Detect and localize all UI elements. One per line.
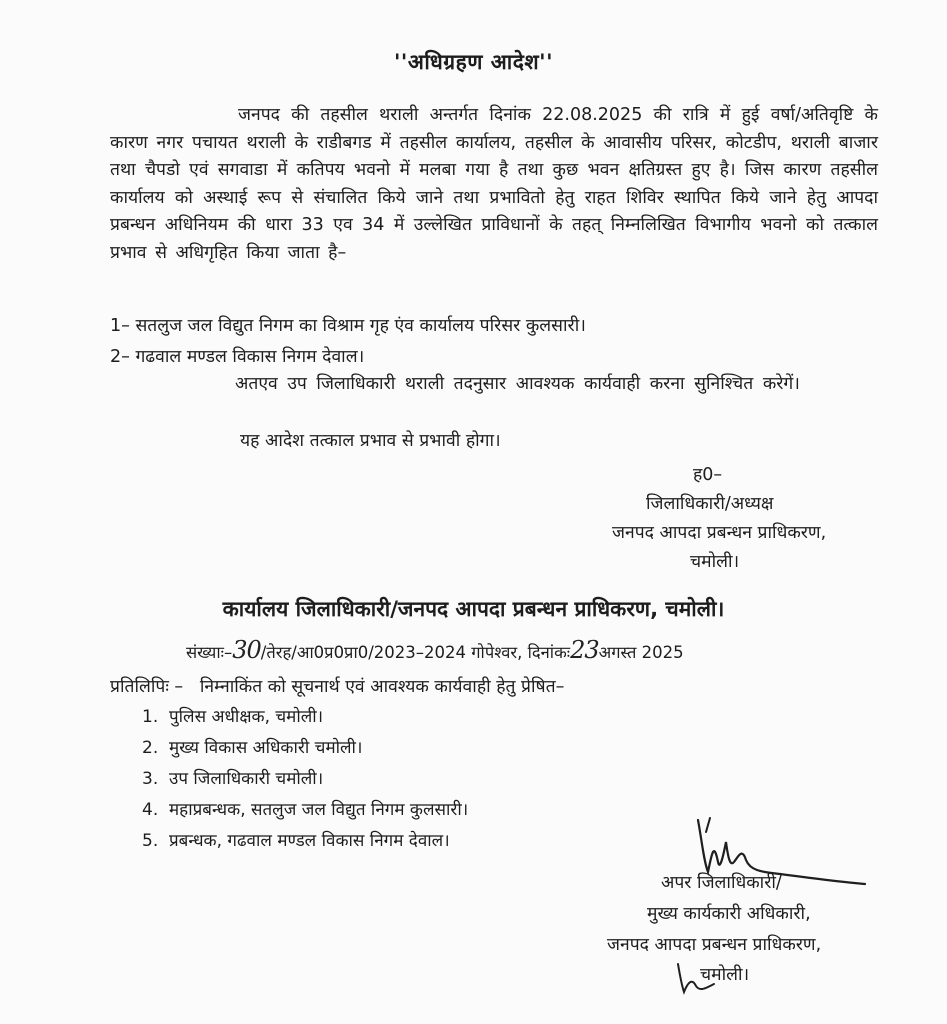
reference-day: 23 <box>570 636 599 664</box>
office-heading: कार्यालय जिलाधिकारी/जनपद आपदा प्रबन्धन प्राधिकरण, चमोली। <box>222 597 725 621</box>
signed-mark: ह0– <box>693 465 723 485</box>
recipient-text: पुलिस अधीक्षक, चमोली। <box>169 707 324 727</box>
recipient-number: 3. <box>142 769 159 789</box>
list-item <box>142 826 468 857</box>
recipient-text: मुख्य विकास अधिकारी चमोली। <box>169 738 363 758</box>
recipient-text: उप जिलाधिकारी चमोली। <box>169 769 324 789</box>
reference-middle: /तेरह/आ0प्र0प्रा0/2023–2024 गोपेश्वर, दिनांकः <box>260 643 571 662</box>
signatory-place: चमोली। <box>700 965 750 985</box>
list-item <box>142 702 468 733</box>
effect-paragraph: यह आदेश तत्काल प्रभाव से प्रभावी होगा। <box>240 431 501 451</box>
reference-line <box>186 636 684 664</box>
list-item: 2– गढवाल मण्डल विकास निगम देवाल। <box>110 347 365 367</box>
recipient-number: 4. <box>142 800 159 820</box>
acquired-buildings-list <box>110 311 586 373</box>
list-item <box>142 795 468 826</box>
copy-to-text: निम्नाकिंत को सूचनार्थ एवं आवश्यक कार्यवाही हेतु प्रेषित– <box>199 677 565 697</box>
signatory-authority: जनपद आपदा प्रबन्धन प्राधिकरण, <box>612 523 827 543</box>
list-item <box>142 733 468 764</box>
list-item: 1– सतलुज जल विद्युत निगम का विश्राम गृह एंव कार्यालय परिसर कुलसारी। <box>110 316 586 336</box>
list-item <box>142 764 468 795</box>
document-title: ''अधिग्रहण आदेश'' <box>394 50 553 74</box>
copy-to-label: प्रतिलिपिः – <box>110 677 184 697</box>
signatory-title: जिलाधिकारी/अध्यक्ष <box>646 494 774 514</box>
reference-date: अगस्त 2025 <box>598 643 684 662</box>
action-paragraph: अतएव उप जिलाधिकारी थराली तदनुसार आवश्यक कार्यवाही करना सुनिश्चित करेगें। <box>235 374 800 394</box>
main-paragraph: जनपद की तहसील थराली अन्तर्गत दिनांक 22.08.2025 की रात्रि में हुई वर्षा/अतिवृष्टि के कारण नगर पचायत थराली के राडीबगड में तहसील कार्यालय, तहसील के आवासीय परिसर, कोटडीप, थराली बाजार तथा चैपडो एवं सगवाडा में कतिपय भवनो में मलबा गया है तथा कुछ भवन क्षतिग्रस्त हुए है। जिस कारण तहसील कार्यालय को अस्थाई रूप से संचालित किये जाने तथा प्रभावितो हेतु राहत शिविर स्थापित किये जाने हेतु आपदा प्रबन्धन अधिनियम की धारा 33 एव 34 में उल्लेखित प्राविधानों के तहत् निम्नलिखित विभागीय भवनो को तत्काल प्रभाव से अधिगृहित किया जाता है– <box>110 105 878 263</box>
signatory-authority: जनपद आपदा प्रबन्धन प्राधिकरण, <box>607 935 822 955</box>
recipient-number: 2. <box>142 738 159 758</box>
signatory-place: चमोली। <box>690 552 740 572</box>
handwritten-initials <box>672 958 718 998</box>
reference-number: 30 <box>232 636 261 664</box>
signatory-role: मुख्य कार्यकारी अधिकारी, <box>647 904 811 924</box>
recipient-number: 1. <box>142 707 159 727</box>
signatory-title: अपर जिलाधिकारी/ <box>661 873 782 893</box>
recipient-number: 5. <box>142 831 159 851</box>
copy-to-heading <box>110 674 564 698</box>
recipient-text: महाप्रबन्धक, सतलुज जल विद्युत निगम कुलसारी। <box>169 800 469 820</box>
recipient-text: प्रबन्धक, गढवाल मण्डल विकास निगम देवाल। <box>169 831 450 851</box>
reference-prefix: संख्याः– <box>186 643 233 662</box>
recipients-list <box>142 702 468 857</box>
